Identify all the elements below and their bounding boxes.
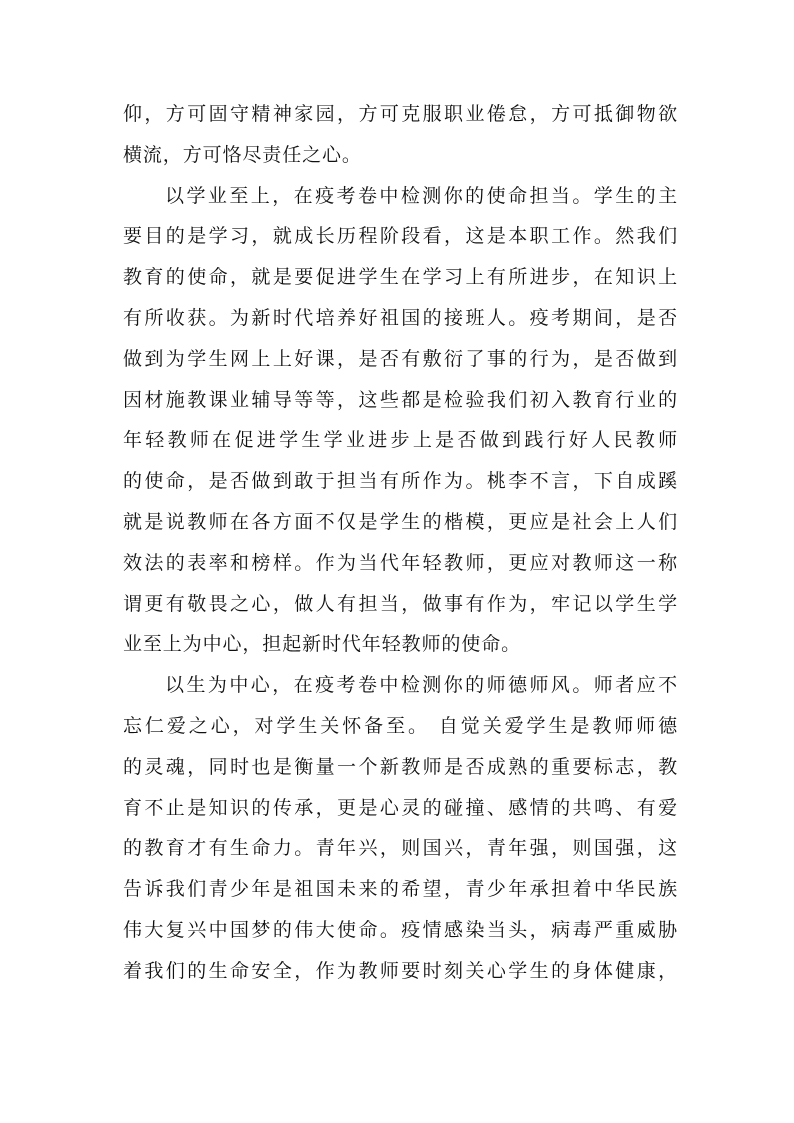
paragraph-start-line: 以生为中心，在疫考卷中检测你的师德师风。师者应不 (165, 674, 678, 697)
text-line: 的教育才有生命力。青年兴，则国兴，青年强，则国强，这 (123, 837, 678, 860)
text-line: 横流，方可恪尽责任之心。 (123, 143, 362, 166)
text-line: 着我们的生命安全，作为教师要时刻关心学生的身体健康， (123, 959, 678, 982)
text-line: 忘仁爱之心，对学生关怀备至。 自觉关爱学生是教师师德 (123, 714, 678, 737)
text-line: 教育的使命，就是要促进学生在学习上有所进步，在知识上 (123, 266, 678, 289)
text-line: 因材施教课业辅导等等，这些都是检验我们初入教育行业的 (123, 388, 678, 411)
text-line: 仰，方可固守精神家园，方可克服职业倦怠，方可抵御物欲 (123, 103, 678, 125)
text-line: 的灵魂，同时也是衡量一个新教师是否成熟的重要标志，教 (123, 755, 678, 778)
text-line: 业至上为中心，担起新时代年轻教师的使命。 (123, 633, 522, 656)
paragraph-start-line: 以学业至上，在疫考卷中检测你的使命担当。学生的主 (165, 184, 678, 207)
text-line: 谓更有敬畏之心，做人有担当，做事有作为，牢记以学生学 (123, 592, 678, 615)
text-line: 效法的表率和榜样。作为当代年轻教师，更应对教师这一称 (123, 551, 678, 574)
text-line: 伟大复兴中国梦的伟大使命。疫情感染当头，病毒严重威胁 (123, 918, 678, 941)
text-line: 做到为学生网上上好课，是否有敷衍了事的行为，是否做到 (123, 347, 678, 370)
text-line: 有所收获。为新时代培养好祖国的接班人。疫考期间，是否 (123, 306, 678, 329)
text-line: 年轻教师在促进学生学业进步上是否做到践行好人民教师 (123, 429, 678, 452)
text-line: 就是说教师在各方面不仅是学生的楷模，更应是社会上人们 (123, 510, 678, 533)
text-line: 告诉我们青少年是祖国未来的希望，青少年承担着中华民族 (123, 878, 678, 901)
text-line: 的使命，是否做到敢于担当有所作为。桃李不言，下自成蹊 (123, 470, 678, 493)
text-line: 要目的是学习，就成长历程阶段看，这是本职工作。然我们 (123, 225, 678, 248)
document-body (123, 94, 678, 992)
text-line: 育不止是知识的传承，更是心灵的碰撞、感情的共鸣、有爱 (123, 796, 678, 819)
